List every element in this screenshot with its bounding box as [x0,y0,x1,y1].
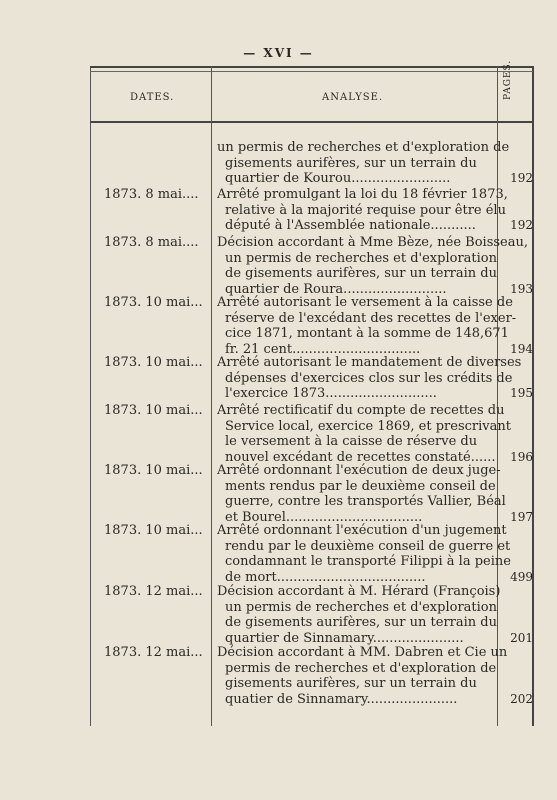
entry-analyse-line: réserve de l'excédant des recettes de l'exer- [225,310,517,326]
entry-analyse-line: Arrêté rectificatif du compte de recettes du [217,403,505,418]
entry-analyse-line: nouvel excédant de recettes constaté...... [225,449,496,465]
entry-analyse-line: Arrêté autorisant le versement à la caisse de [217,295,513,310]
entry-analyse-line: quartier de Sinnamary...................... [225,630,464,646]
entry-analyse-line: quatier de Sinnamary...................... [225,691,458,707]
column-header-pages: PAGES. [503,59,513,100]
entry-analyse-line: Décision accordant à M. Hérard (François) [217,584,501,599]
entry-page-number: 197 [510,509,533,524]
entry-analyse-line: Arrêté ordonnant l'exécution de deux juge- [217,463,501,478]
entry-analyse-line: Arrêté autorisant le mandatement de diverses [217,355,522,370]
page-header: — XVI — [243,46,314,60]
entry-page-number: 194 [510,341,533,356]
entry-analyse-line: gisements aurifères, sur un terrain du [225,676,477,691]
column-divider-dates [211,66,212,726]
entry-analyse-line: condamnant le transporté Filippi à la peine [225,554,511,569]
entry-analyse-line: député à l'Assemblée nationale........... [225,218,476,233]
entry-page-number: 201 [510,630,533,645]
entry-analyse-line: ments rendus par le deuxième conseil de [225,478,496,494]
entry-page-number: 193 [510,281,533,296]
entry-analyse-line: Arrêté promulgant la loi du 18 février 1873, [217,187,508,202]
entry-analyse-line: un permis de recherches et d'exploration [225,250,497,266]
entry-date: 1873. 12 mai... [104,584,203,599]
entry-analyse-line: l'exercice 1873........................... [225,386,437,401]
entry-analyse-line: Arrêté ordonnant l'exécution d'un jugement [217,523,507,538]
entry-page-number: 499 [510,569,533,584]
entry-date: 1873. 10 mai... [104,355,203,370]
entry-analyse-line: cice 1871, montant à la somme de 148,671 [225,326,509,341]
entry-analyse-line: Service local, exercice 1869, et prescrivant [225,418,511,434]
entry-analyse-line: un permis de recherches et d'exploration [225,599,497,615]
entry-analyse-line: de gisements aurifères, sur un terrain du [225,266,497,281]
entry-analyse-line: Décision accordant à Mme Bèze, née Boisseau, [217,235,528,250]
column-header-analyse: ANALYSE. [322,92,384,103]
entry-page-number: 192 [510,218,533,232]
entry-page-number: 196 [510,449,533,464]
entry-analyse-line: quartier de Roura......................... [225,281,447,297]
entry-analyse-line: gisements aurifères, sur un terrain du [225,155,477,171]
entry-analyse-line: dépenses d'exercices clos sur les crédits de [225,370,513,386]
entry-analyse-line: de gisements aurifères, sur un terrain du [225,615,497,630]
entry-analyse-line: de mort.................................... [225,569,426,585]
entry-date: 1873. 10 mai... [104,403,203,418]
header-rule [90,121,533,125]
entry-date: 1873. 8 mai.... [104,187,199,202]
entry-analyse-line: rendu par le deuxième conseil de guerre et [225,538,511,554]
top-rule [90,66,533,72]
column-header-dates: DATES. [130,92,175,103]
entry-date: 1873. 10 mai... [104,295,203,310]
entry-analyse-line: guerre, contre les transportés Vallier, Béal [225,494,506,509]
entry-date: 1873. 12 mai... [104,645,203,660]
entry-analyse-line: fr. 21 cent............................... [225,341,421,357]
entry-analyse-line: permis de recherches et d'exploration de [225,660,497,676]
entry-page-number: 195 [510,386,533,400]
entry-page-number: 192 [510,171,533,185]
entry-analyse-line: relative à la majorité requise pour être élu [225,202,506,218]
entry-date: 1873. 8 mai.... [104,235,199,250]
entry-date: 1873. 10 mai... [104,463,203,478]
entry-analyse-line: un permis de recherches et d'exploration de [217,140,510,155]
entry-page-number: 202 [510,691,533,706]
entry-analyse-line: et Bourel................................. [225,509,423,525]
entry-analyse-line: Décision accordant à MM. Dabren et Cie un [217,645,508,660]
entry-analyse-line: le versement à la caisse de réserve du [225,434,478,449]
entry-date: 1873. 10 mai... [104,523,203,538]
entry-analyse-line: quartier de Kourou........................ [225,171,451,186]
